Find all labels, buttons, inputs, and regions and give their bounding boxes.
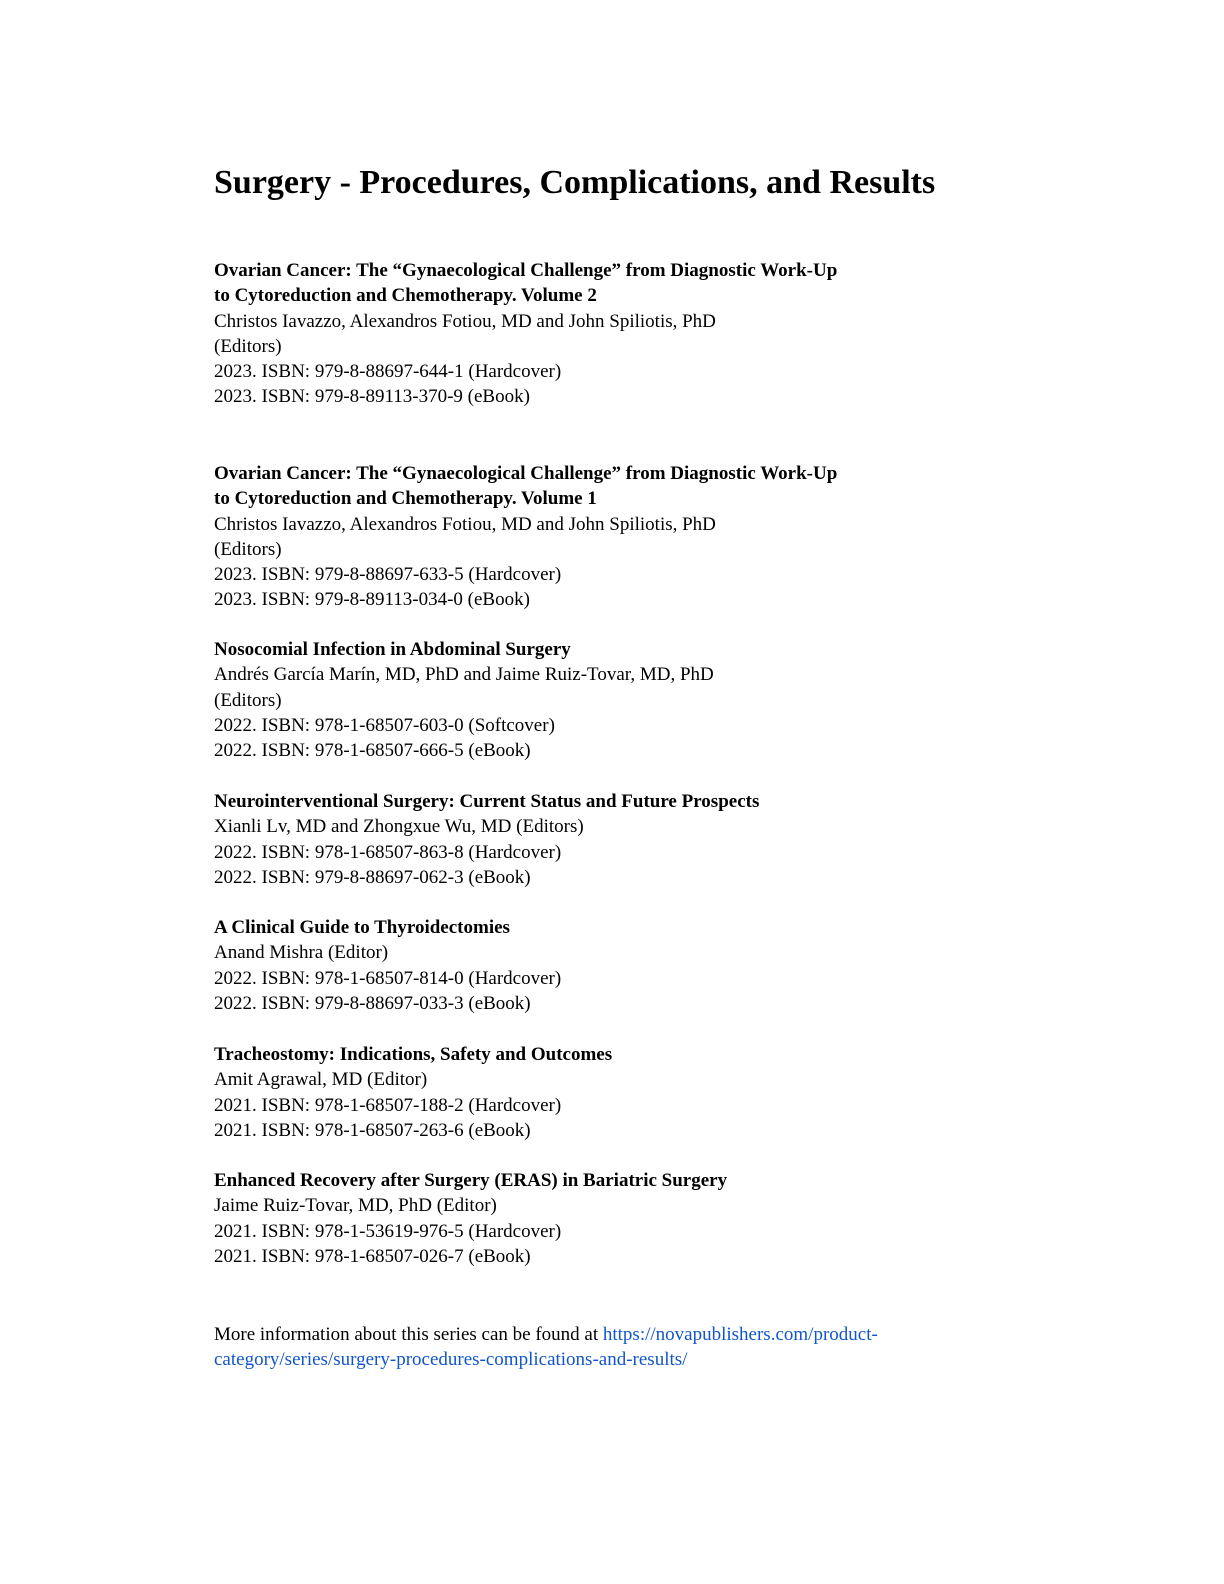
book-entry <box>214 915 934 1016</box>
book-title-line: Nosocomial Infection in Abdominal Surgery <box>214 639 571 660</box>
book-isbn-line: 2022. ISBN: 978-1-68507-863-8 (Hardcover) <box>214 841 562 863</box>
book-editors-line: Xianli Lv, MD and Zhongxue Wu, MD (Editors) <box>214 816 584 838</box>
book-editors-line: Jaime Ruiz-Tovar, MD, PhD (Editor) <box>214 1195 497 1217</box>
book-title-line: to Cytoreduction and Chemotherapy. Volume 2 <box>214 285 597 307</box>
book-title-line: to Cytoreduction and Chemotherapy. Volume 1 <box>214 488 597 510</box>
book-isbn-line: 2023. ISBN: 979-8-88697-633-5 (Hardcover) <box>214 564 562 586</box>
book-entry <box>214 258 934 410</box>
book-isbn-line: 2022. ISBN: 978-1-68507-603-0 (Softcover) <box>214 714 555 736</box>
book-editors-line: Christos Iavazzo, Alexandros Fotiou, MD and John Spiliotis, PhD <box>214 310 716 332</box>
book-editors-line: Andrés García Marín, MD, PhD and Jaime Ruiz-Tovar, MD, PhD <box>214 664 714 686</box>
series-link-part-2[interactable]: category/series/surgery-procedures-complications-and-results/ <box>214 1349 688 1371</box>
book-title-line: Ovarian Cancer: The “Gynaecological Challenge” from Diagnostic Work-Up <box>214 260 838 281</box>
book-isbn-line: 2022. ISBN: 978-1-68507-666-5 (eBook) <box>214 740 531 762</box>
book-isbn-line: 2022. ISBN: 978-1-68507-814-0 (Hardcover) <box>214 967 562 989</box>
book-title-line: Ovarian Cancer: The “Gynaecological Challenge” from Diagnostic Work-Up <box>214 463 838 484</box>
book-isbn-line: 2021. ISBN: 978-1-53619-976-5 (Hardcover) <box>214 1220 562 1242</box>
book-entry <box>214 1042 934 1143</box>
footer-line-1 <box>214 1322 934 1347</box>
book-entry <box>214 461 934 613</box>
book-isbn-line: 2023. ISBN: 979-8-89113-034-0 (eBook) <box>214 589 530 611</box>
book-title-line: Tracheostomy: Indications, Safety and Outcomes <box>214 1044 613 1065</box>
book-title-line: Neurointerventional Surgery: Current Status and Future Prospects <box>214 791 760 812</box>
book-isbn-line: 2022. ISBN: 979-8-88697-062-3 (eBook) <box>214 866 531 888</box>
book-title-line: Enhanced Recovery after Surgery (ERAS) in Bariatric Surgery <box>214 1170 728 1191</box>
document-page <box>214 0 1004 1584</box>
book-title-line: A Clinical Guide to Thyroidectomies <box>214 917 510 938</box>
book-editors-line: (Editors) <box>214 689 282 711</box>
series-info-footer <box>214 1322 934 1373</box>
series-link-part-1[interactable]: https://novapublishers.com/product- <box>602 1324 878 1345</box>
footer-text: More information about this series can be found at <box>214 1324 603 1345</box>
book-isbn-line: 2021. ISBN: 978-1-68507-026-7 (eBook) <box>214 1245 531 1267</box>
book-entry <box>214 637 934 763</box>
book-entry <box>214 1168 934 1269</box>
book-isbn-line: 2021. ISBN: 978-1-68507-188-2 (Hardcover) <box>214 1094 562 1116</box>
book-isbn-line: 2022. ISBN: 979-8-88697-033-3 (eBook) <box>214 992 531 1014</box>
book-isbn-line: 2021. ISBN: 978-1-68507-263-6 (eBook) <box>214 1119 531 1141</box>
book-editors-line: Amit Agrawal, MD (Editor) <box>214 1069 428 1091</box>
book-isbn-line: 2023. ISBN: 979-8-89113-370-9 (eBook) <box>214 386 530 408</box>
book-editors-line: Christos Iavazzo, Alexandros Fotiou, MD and John Spiliotis, PhD <box>214 513 716 535</box>
book-editors-line: (Editors) <box>214 335 282 357</box>
footer-line-2 <box>214 1347 934 1372</box>
series-title: Surgery - Procedures, Complications, and Results <box>214 164 936 201</box>
book-editors-line: (Editors) <box>214 538 282 560</box>
book-editors-line: Anand Mishra (Editor) <box>214 942 389 964</box>
book-entry <box>214 789 934 890</box>
book-isbn-line: 2023. ISBN: 979-8-88697-644-1 (Hardcover) <box>214 361 562 383</box>
